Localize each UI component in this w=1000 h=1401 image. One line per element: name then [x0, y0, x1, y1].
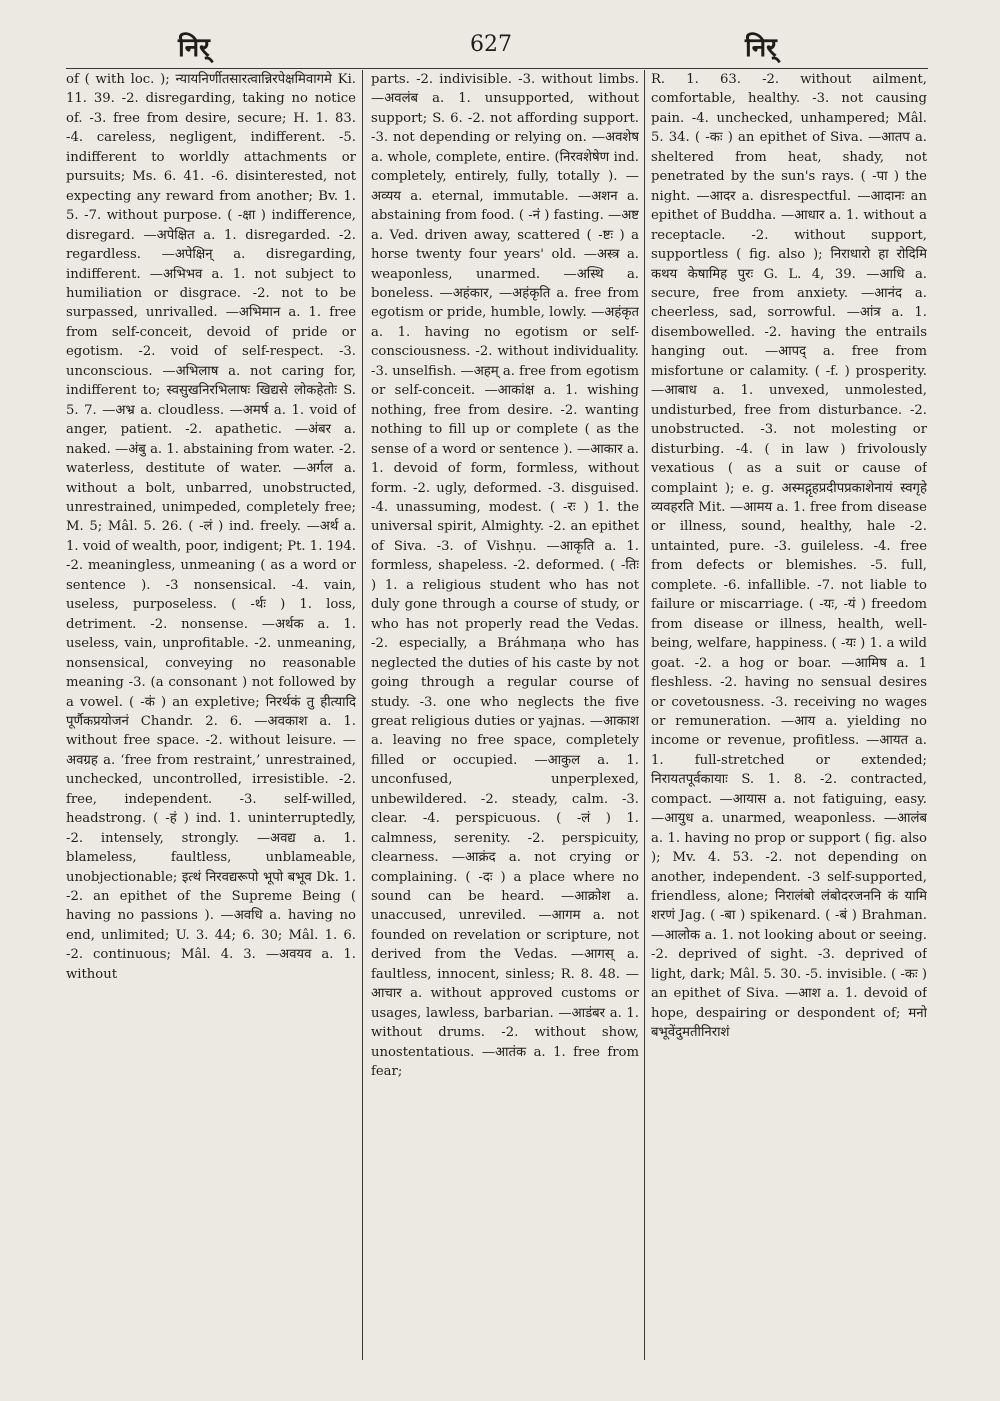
dictionary-column-3: [651, 70, 927, 1360]
column-2-text: parts. -2. indivisible. -3. without limbs. —अवलंब a. 1. unsupported, without support; S. 6. -2. not affording support. -3. not depending or relying on. —अवशेष a. whole, complete, entire. (निरवशेषेण ind. completely, entirely, fully, totally ). —अव्यय a. eternal, immutable. —अशन a. abstaining from food. ( -नं ) fasting. —अष्ट a. Ved. driven away, scattered ( -ष्टः ) a horse twenty four years' old. —अस्त्र a. weaponless, unarmed. —अस्थि a. boneless. —अहंकार, —अहंकृति a. free from egotism or pride, humble, lowly. —अहंकृत a. 1. having no egotism or self-consciousness. -2. without individuality. -3. unselfish. —अहम् a. free from egotism or self-conceit. —आकांक्ष a. 1. wishing nothing, free from desire. -2. wanting nothing to fill up or complete ( as the sense of a word or sentence ). —आकार a. 1. devoid of form, formless, without form. -2. ugly, deformed. -3. disguised. -4. unassuming, modest. ( -रः ) 1. the universal spirit, Almighty. -2. an epithet of Siva. -3. of Vishṇu. —आकृति a. 1. formless, shapeless. -2. deformed. ( -तिः ) 1. a religious student who has not duly gone through a course of study, or who has not properly read the Vedas. -2. especially, a Bráhmaṇa who has neglected the duties of his caste by not going through a regular course of study. -3. one who neglects the five great religious duties or yajnas. —आकाश a. leaving no free space, completely filled or occupied. —आकुल a. 1. unconfused, unperplexed, unbewildered. -2. steady, calm. -3. clear. -4. perspicuous. ( -लं ) 1. calmness, serenity. -2. perspicuity, clearness. —आक्रंद a. not crying or complaining. ( -दः ) a place where no sound can be heard. —आक्रोश a. unaccused, unreviled. —आगम a. not founded on revelation or scripture, not derived from the Vedas. —आगस् a. faultless, innocent, sinless; R. 8. 48. —आचार a. without approved customs or usages, lawless, barbarian. —आडंबर a. 1. without drums. -2. without show, unostentatious. —आतंक a. 1. free from fear;: [371, 72, 639, 1080]
column-1-text: of ( with loc. ); न्यायनिर्णीतसारत्वान्निरपेक्षमिवागमे Ki. 11. 39. -2. disregarding, taking no notice of. -3. free from desire, secure; H. 1. 83. -4. careless, negligent, indifferent. -5. indifferent to worldly attachments or pursuits; Ms. 6. 41. -6. disinterested, not expecting any reward from another; Bv. 1. 5. -7. without purpose. ( -क्षा ) indifference, disregard. —अपेक्षित a. 1. disregarded. -2. regardless. —अपेक्षिन् a. disregarding, indifferent. —अभिभव a. 1. not subject to humiliation or disgrace. -2. not to be surpassed, unrivalled. —अभिमान a. 1. free from self-conceit, devoid of pride or egotism. -2. void of self-respect. -3. unconscious. —अभिलाष a. not caring for, indifferent to; स्वसुखनिरभिलाषः खिद्यसे लोकहेतोः S. 5. 7. —अभ्र a. cloudless. —अमर्ष a. 1. void of anger, patient. -2. apathetic. —अंबर a. naked. —अंबु a. 1. abstaining from water. -2. waterless, destitute of water. —अर्गल a. without a bolt, unbarred, unobstructed, unrestrained, unimpeded, completely free; M. 5; Mâl. 5. 26. ( -लं ) ind. freely. —अर्थ a. 1. void of wealth, poor, indigent; Pt. 1. 194. -2. meaningless, unmeaning ( as a word or sentence ). -3 nonsensical. -4. vain, useless, purposeless. ( -र्थः ) 1. loss, detriment. -2. nonsense. —अर्थक a. 1. useless, vain, unprofitable. -2. unmeaning, nonsensical, conveying no reasonable meaning -3. (a consonant ) not followed by a vowel. ( -कं ) an expletive; निरर्थकं तु हीत्यादि पूर्णैकप्रयोजनं Chandr. 2. 6. —अवकाश a. 1. without free space. -2. without leisure. —अवग्रह a. ‘free from restraint,’ unrestrained, unchecked, uncontrolled, irresistible. -2. free, independent. -3. self-willed, headstrong. ( -हं ) ind. 1. uninterruptedly, -2. intensely, strongly. —अवद्य a. 1. blameless, faultless, unblameable, unobjectionable; इत्थं निरवद्यरूपो भूपो बभूव Dk. 1. -2. an epithet of the Supreme Being ( having no passions ). —अवधि a. having no end, unlimited; U. 3. 44; 6. 30; Mâl. 1. 6. -2. continuous; Mâl. 4. 3. —अवयव a. 1. without: [66, 72, 356, 982]
column-divider-2: [644, 70, 645, 1360]
right-running-headword: निर्: [745, 33, 777, 63]
header-rule: [66, 68, 928, 69]
left-running-headword: निर्: [178, 33, 210, 63]
dictionary-column-1: [66, 70, 356, 1360]
page-number: 627: [470, 32, 512, 57]
column-3-text: R. 1. 63. -2. without ailment, comfortable, healthy. -3. not causing pain. -4. unchecked, unhampered; Mâl. 5. 34. ( -कः ) an epithet of Siva. —आतप a. sheltered from heat, shady, not penetrated by the sun's rays. ( -पा ) the night. —आदर a. disrespectful. —आदानः an epithet of Buddha. —आधार a. 1. without a receptacle. -2. without support, supportless ( fig. also ); निराधारो हा रोदिमि कथय केषामिह पुरः G. L. 4, 39. —आधि a. secure, free from anxiety. —आनंद a. cheerless, sad, sorrowful. —आंत्र a. 1. disembowelled. -2. having the entrails hanging out. —आपद् a. free from misfortune or calamity. ( -f. ) prosperity. —आबाध a. 1. unvexed, unmolested, undisturbed, free from disturbance. -2. unobstructed. -3. not molesting or disturbing. -4. ( in law ) frivolously vexatious ( as a suit or cause of complaint ); e. g. अस्मद्गृहप्रदीपप्रकाशेनायं स्वगृहे व्यवहरति Mit. —आमय a. 1. free from disease or illness, sound, healthy, hale -2. untainted, pure. -3. guileless. -4. free from defects or blemishes. -5. full, complete. -6. infallible. -7. not liable to failure or miscarriage. ( -यः, -यं ) freedom from disease or illness, health, well-being, welfare, happiness. ( -यः ) 1. a wild goat. -2. a hog or boar. —आमिष a. 1 fleshless. -2. having no sensual desires or covetousness. -3. receiving no wages or remuneration. —आय a. yielding no income or revenue, profitless. —आयत a. 1. full-stretched or extended; निरायतपूर्वकायाः S. 1. 8. -2. contracted, compact. —आयास a. not fatiguing, easy. —आयुध a. unarmed, weaponless. —आलंब a. 1. having no prop or support ( fig. also ); Mv. 4. 53. -2. not depending on another, independent. -3 self-supported, friendless, alone; निरालंबो लंबोदरजननि कं यामि शरणं Jag. ( -बा ) spikenard. ( -बं ) Brahman. —आलोक a. 1. not looking about or seeing. -2. deprived of sight. -3. deprived of light, dark; Mâl. 5. 30. -5. invisible. ( -कः ) an epithet of Siva. —आश a. 1. devoid of hope, despairing or despondent of; मनो बभूवेंदुमतीनिराशं: [651, 72, 927, 1041]
column-divider-1: [362, 70, 363, 1360]
page-header: [0, 24, 1000, 66]
dictionary-column-2: [371, 70, 639, 1360]
